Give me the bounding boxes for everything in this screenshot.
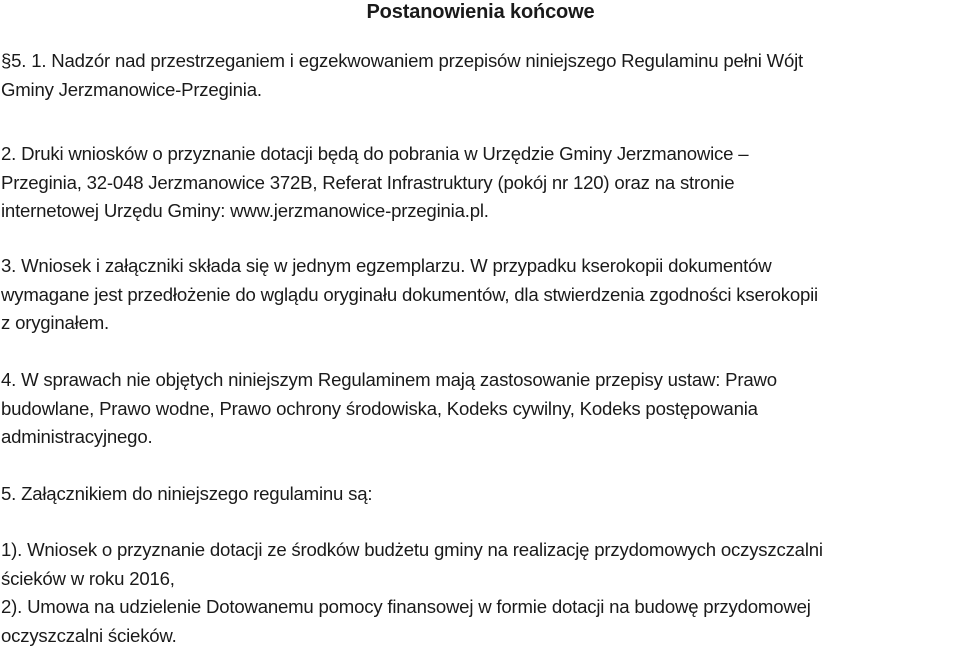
paragraph-forms: [1, 140, 748, 226]
paragraph-applicable-law: [1, 366, 777, 452]
paragraph-line: §5. 1. Nadzór nad przestrzeganiem i egzekwowaniem przepisów niniejszego Regulaminu pełni Wójt: [1, 50, 804, 71]
paragraph-line: budowlane, Prawo wodne, Prawo ochrony środowiska, Kodeks cywilny, Kodeks postępowania: [1, 397, 758, 419]
paragraph-line: oczyszczalni ścieków.: [1, 624, 177, 646]
paragraph-line: wymagane jest przedłożenie do wglądu oryginału dokumentów, dla stwierdzenia zgodności kserokopii: [1, 283, 818, 305]
paragraph-line: 3. Wniosek i załączniki składa się w jednym egzemplarzu. W przypadku kserokopii dokumentów: [1, 255, 772, 276]
paragraph-supervision: [1, 47, 803, 104]
page-title: Postanowienia końcowe: [366, 1, 595, 23]
paragraph-line: internetowej Urzędu Gminy: www.jerzmanowice-przeginia.pl.: [1, 200, 489, 221]
paragraph-line: 5. Załącznikiem do niniejszego regulaminu są:: [1, 483, 373, 504]
paragraph-line: ścieków w roku 2016,: [1, 567, 175, 589]
paragraph-line: 2. Druki wniosków o przyznanie dotacji będą do pobrania w Urzędzie Gminy Jerzmanowice –: [1, 143, 749, 164]
paragraph-line: z oryginałem.: [1, 312, 109, 333]
paragraph-line: 4. W sprawach nie objętych niniejszym Regulaminem mają zastosowanie przepisy ustaw: Prawo: [1, 369, 777, 390]
paragraph-line: Gminy Jerzmanowice-Przeginia.: [1, 78, 262, 100]
paragraph-line: Przeginia, 32-048 Jerzmanowice 372B, Referat Infrastruktury (pokój nr 120) oraz na stronie: [1, 171, 735, 193]
paragraph-line: 1). Wniosek o przyznanie dotacji ze środków budżetu gminy na realizację przydomowych oczyszczalni: [1, 539, 823, 560]
paragraph-line: administracyjnego.: [1, 426, 153, 447]
paragraph-submission: [1, 252, 818, 338]
paragraph-line: 2). Umowa na udzielenie Dotowanemu pomocy finansowej w formie dotacji na budowę przydomowej: [1, 596, 811, 617]
paragraph-attachments-intro: [1, 480, 372, 509]
paragraph-attachments-list: [1, 536, 823, 650]
